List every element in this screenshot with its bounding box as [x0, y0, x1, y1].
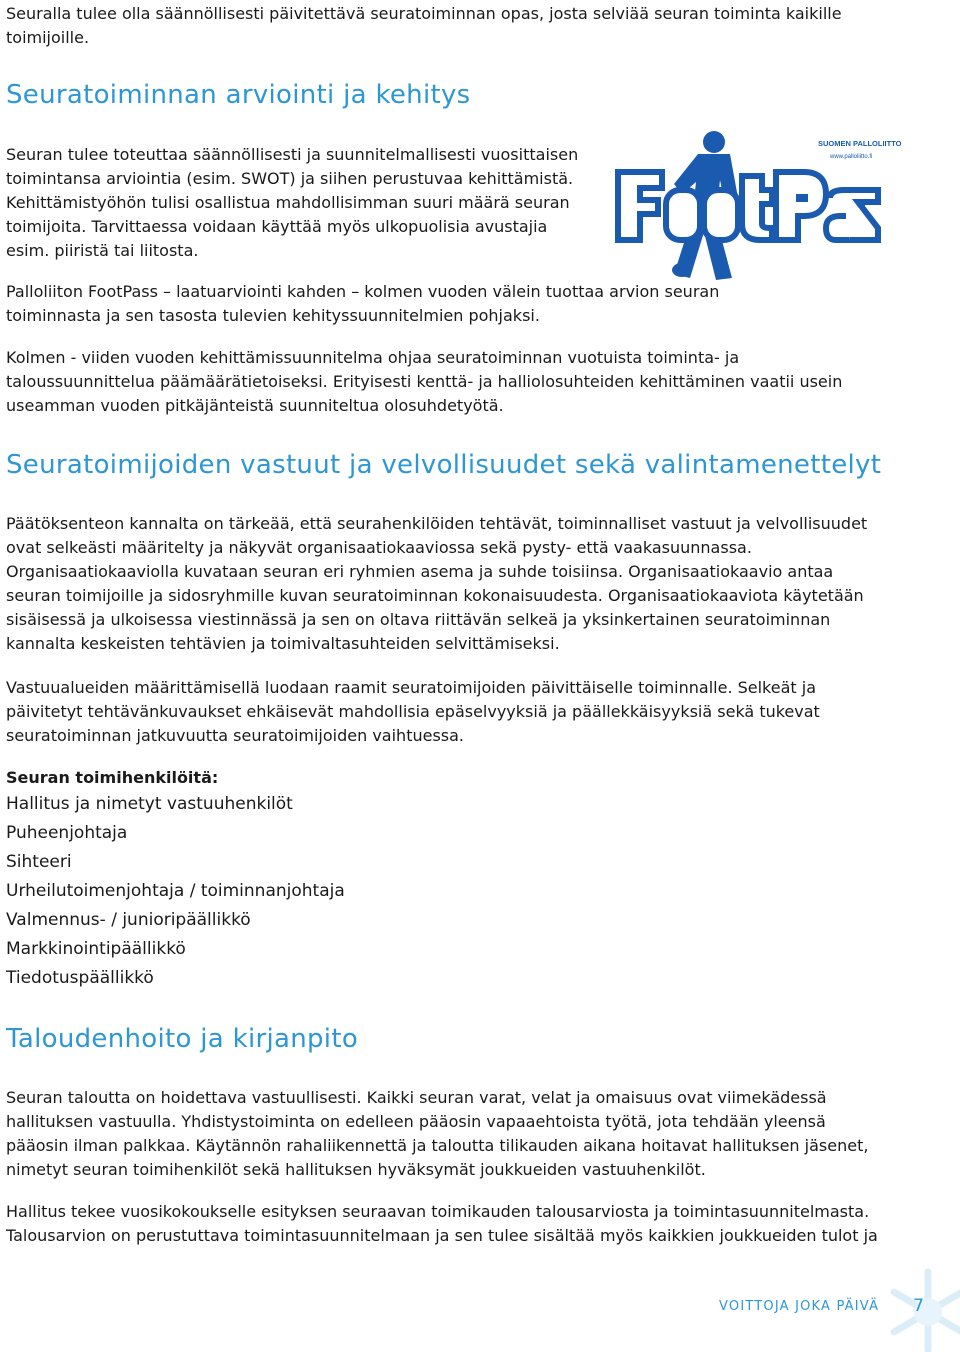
toimihenkilot-list	[6, 790, 345, 993]
paragraph-footpass: Palloliiton FootPass – laatuarviointi kahden – kolmen vuoden välein tuottaa arvion seuran toiminnasta ja sen tasosta tulevien kehityssuunnitelmien pohjaksi.	[6, 282, 720, 325]
section-heading-vastuut: Seuratoimijoiden vastuut ja velvollisuudet sekä valintamenettelyt	[6, 450, 882, 480]
page-footer	[719, 1296, 924, 1316]
intro-paragraph: Seuralla tulee olla säännöllisesti päivitettävä seuratoiminnan opas, josta selviää seuran toiminta kaikille toimijoille.	[6, 4, 842, 47]
section-heading-arviointi: Seuratoiminnan arviointi ja kehitys	[6, 80, 471, 110]
footpass-logo	[612, 128, 902, 280]
footpass-logo-graphic	[612, 128, 902, 280]
paragraph-talousarvio: Hallitus tekee vuosikokoukselle esityksen seuraavan toimikauden talousarviosta ja toimintasuunnitelmasta. Talousarvion on perustuttava toimintasuunnitelmaan ja sen tulee sisältää myös kaikkien joukkueiden tulot ja	[6, 1202, 878, 1245]
list-item: Markkinointipäällikkö	[6, 939, 186, 959]
list-item: Urheilutoimenjohtaja / toiminnanjohtaja	[6, 881, 345, 901]
paragraph-vastuualueet: Vastuualueiden määrittämisellä luodaan raamit seuratoimijoiden päivittäiselle toiminnalle. Selkeät ja päivitetyt tehtävänkuvaukset ehkäisevät mahdollisia epäselvyyksiä ja päällekkäisyyksiä sekä tukevat seuratoiminnan jatkuvuutta seuratoimijoiden vaihtuessa.	[6, 678, 820, 745]
list-item: Tiedotuspäällikkö	[6, 968, 154, 988]
logo-badge-text: SUOMEN PALLOLIITTO	[818, 139, 902, 148]
paragraph-organisaatiokaavio: Päätöksenteon kannalta on tärkeää, että seurahenkilöiden tehtävät, toiminnalliset vastuut ja velvollisuudet ovat selkeästi määritelty ja näkyvät organisaatiokaaviossa sekä pysty- että vaakasuunnassa. Organisaatiokaaviolla kuvataan seuran eri ryhmien asema ja suhde toisiinsa. Organisaatiokaavio antaa seuran toimijoille ja sidosryhmille kuvan seuratoiminnan kokonaisuudesta. Organisaatiokaaviota käytetään sisäisessä ja ulkoisessa viestinnässä ja sen on oltava riittävän selkeä ja yksinkertainen seuratoiminnan kannalta keskeisten tehtävien ja toimivaltasuhteiden selvittämiseksi.	[6, 514, 868, 653]
paragraph-talous: Seuran taloutta on hoidettava vastuullisesti. Kaikki seuran varat, velat ja omaisuus ovat viimekädessä hallituksen vastuulla. Yhdistystoiminta on edelleen pääosin vapaaehtoista työtä, jota tehdään yleensä pääosin ilman palkkaa. Käytännön rahaliikennettä ja taloutta tilikauden aikana hoitavat hallituksen jäsenet, nimetyt seuran toimihenkilöt sekä hallituksen hyväksymät joukkueiden vastuuhenkilöt.	[6, 1088, 869, 1179]
list-item: Valmennus- / junioripäällikkö	[6, 910, 251, 930]
paragraph-arviointi: Seuran tulee toteuttaa säännöllisesti ja suunnitelmallisesti vuosittaisen toimintansa arviointia (esim. SWOT) ja siihen perustuvaa kehittämistä. Kehittämistyöhön tulisi osallistua mahdollisimman suuri määrä seuran toimijoita. Tarvittaessa voidaan käyttää myös ulkopuolisia avustajia esim. piiristä tai liitosta.	[6, 145, 579, 260]
list-title: Seuran toimihenkilöitä:	[6, 768, 219, 787]
section-heading-talous: Taloudenhoito ja kirjanpito	[6, 1024, 359, 1054]
list-item: Hallitus ja nimetyt vastuuhenkilöt	[6, 794, 293, 814]
page-number: 7	[913, 1296, 924, 1316]
footer-slogan: VOITTOJA JOKA PÄIVÄ	[719, 1298, 880, 1314]
list-item: Puheenjohtaja	[6, 823, 128, 843]
paragraph-kehittamissuunnitelma: Kolmen - viiden vuoden kehittämissuunnitelma ohjaa seuratoiminnan vuotuista toiminta- ja taloussuunnittelua päämäärätietoiseksi. Erityisesti kenttä- ja halliolosuhteiden kehittäminen vaatii usein useamman vuoden pitkäjänteistä suunniteltua olosuhdetyötä.	[6, 348, 843, 415]
logo-url-text: www.palloliitto.fi	[830, 154, 873, 160]
list-item: Sihteeri	[6, 852, 72, 872]
